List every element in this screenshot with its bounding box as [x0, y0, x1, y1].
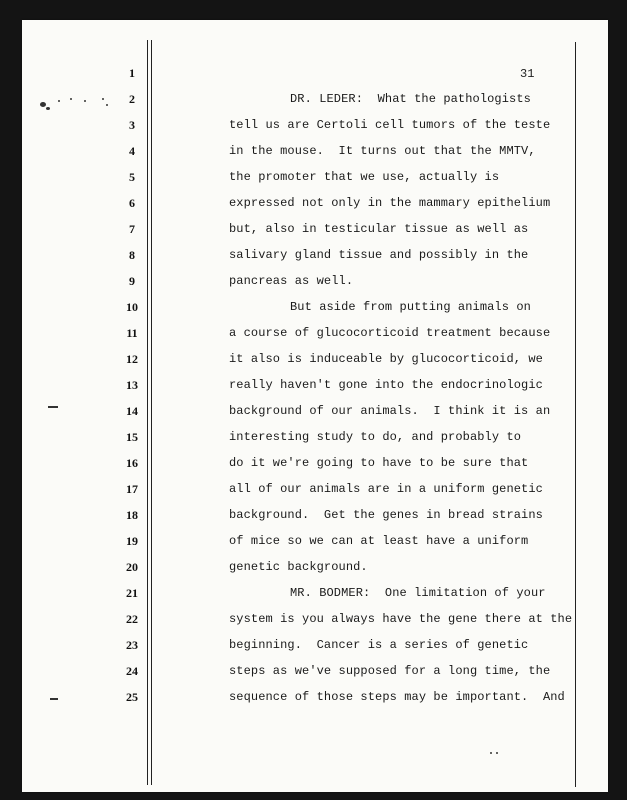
line-number: 25	[126, 690, 138, 704]
line-number: 10	[126, 300, 138, 314]
transcript-line: system is you always have the gene there at the	[229, 612, 573, 626]
line-number: 16	[126, 456, 138, 470]
scan-mark	[70, 98, 72, 100]
line-number: 20	[126, 560, 138, 574]
transcript-line: interesting study to do, and probably to	[229, 430, 522, 444]
transcript-line: MR. BODMER: One limitation of your	[290, 586, 546, 600]
page-number: 31	[520, 67, 535, 81]
transcript-line: but, also in testicular tissue as well as	[229, 222, 529, 236]
line-number: 13	[126, 378, 138, 392]
transcript-line: beginning. Cancer is a series of genetic	[229, 638, 529, 652]
line-number: 8	[129, 248, 135, 262]
scan-mark	[102, 98, 104, 100]
transcript-line: expressed not only in the mammary epithelium	[229, 196, 551, 210]
line-number: 22	[126, 612, 138, 626]
transcript-line: background. Get the genes in bread strains	[229, 508, 543, 522]
line-number: 15	[126, 430, 138, 444]
transcript-line: steps as we've supposed for a long time, the	[229, 664, 551, 678]
right-margin-rule	[575, 42, 576, 787]
line-number: 17	[126, 482, 138, 496]
transcript-line: pancreas as well.	[229, 274, 354, 288]
line-number: 3	[129, 118, 135, 132]
transcript-line: salivary gland tissue and possibly in the	[229, 248, 529, 262]
line-number: 5	[129, 170, 135, 184]
scan-mark	[84, 100, 86, 102]
line-number: 24	[126, 664, 138, 678]
line-number: 23	[126, 638, 138, 652]
line-number: 12	[126, 352, 138, 366]
transcript-line: DR. LEDER: What the pathologists	[290, 92, 531, 106]
line-number: 7	[129, 222, 135, 236]
line-number: 18	[126, 508, 138, 522]
transcript-line: tell us are Certoli cell tumors of the teste	[229, 118, 551, 132]
transcript-line: a course of glucocorticoid treatment because	[229, 326, 551, 340]
line-number: 11	[126, 326, 138, 340]
line-number: 21	[126, 586, 138, 600]
line-number: 9	[129, 274, 135, 288]
transcript-line: all of our animals are in a uniform genetic	[229, 482, 543, 496]
scan-mark	[496, 752, 498, 754]
scan-mark	[46, 107, 50, 110]
transcript-line: background of our animals. I think it is an	[229, 404, 551, 418]
line-number: 2	[129, 92, 135, 106]
scan-mark	[48, 406, 58, 408]
scan-mark	[58, 100, 60, 102]
scan-mark	[50, 698, 58, 700]
transcript-line: really haven't gone into the endocrinologic	[229, 378, 543, 392]
line-number: 6	[129, 196, 135, 210]
transcript-line: sequence of those steps may be important. And	[229, 690, 565, 704]
transcript-line: do it we're going to have to be sure that	[229, 456, 529, 470]
scan-mark	[40, 102, 46, 107]
transcript-line: of mice so we can at least have a uniform	[229, 534, 529, 548]
transcript-line: the promoter that we use, actually is	[229, 170, 500, 184]
scan-mark	[490, 752, 492, 754]
transcript-line: genetic background.	[229, 560, 368, 574]
line-number: 14	[126, 404, 138, 418]
scan-mark	[106, 104, 108, 106]
transcript-line: it also is induceable by glucocorticoid, we	[229, 352, 543, 366]
transcript-line: in the mouse. It turns out that the MMTV,	[229, 144, 536, 158]
line-number: 4	[129, 144, 135, 158]
line-number: 1	[129, 66, 135, 80]
line-number: 19	[126, 534, 138, 548]
transcript-page	[22, 20, 608, 792]
transcript-line: But aside from putting animals on	[290, 300, 531, 314]
